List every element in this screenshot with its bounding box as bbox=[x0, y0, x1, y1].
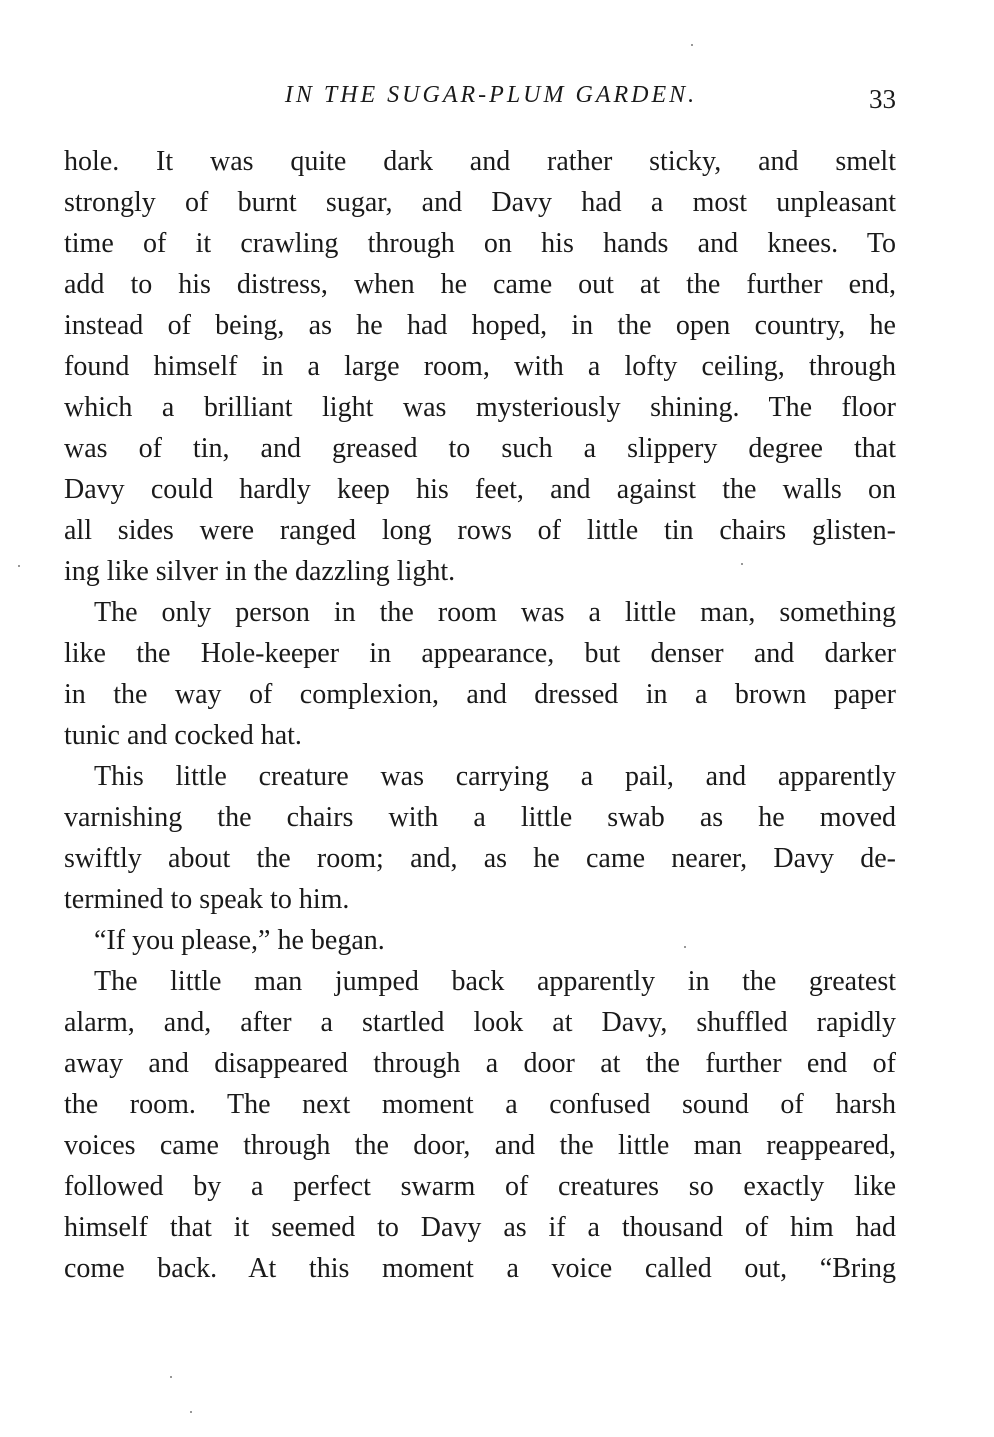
running-title: IN THE SUGAR-PLUM GARDEN. bbox=[284, 82, 698, 108]
text-line: voices came through the door, and the little man reappeared, bbox=[64, 1130, 896, 1161]
paper-speck bbox=[691, 44, 693, 46]
text-line: alarm, and, after a startled look at Davy, shuffled rapidly bbox=[64, 1007, 896, 1038]
text-line: in the way of complexion, and dressed in a brown paper bbox=[64, 679, 896, 710]
text-line: The little man jumped back apparently in the greatest bbox=[94, 966, 896, 997]
text-line: himself that it seemed to Davy as if a thousand of him had bbox=[64, 1212, 896, 1243]
text-line: time of it crawling through on his hands and knees. To bbox=[64, 228, 896, 259]
text-line: away and disappeared through a door at the further end of bbox=[64, 1048, 896, 1079]
text-line: termined to speak to him. bbox=[64, 884, 350, 915]
text-line: all sides were ranged long rows of little tin chairs glisten- bbox=[64, 515, 896, 546]
text-line: Davy could hardly keep his feet, and against the walls on bbox=[64, 474, 896, 505]
paper-speck bbox=[18, 565, 20, 567]
text-line: swiftly about the room; and, as he came nearer, Davy de- bbox=[64, 843, 896, 874]
text-line: The only person in the room was a little man, something bbox=[94, 597, 896, 628]
text-line: the room. The next moment a confused sound of harsh bbox=[64, 1089, 896, 1120]
body-text bbox=[64, 141, 896, 1289]
text-line: strongly of burnt sugar, and Davy had a most unpleasant bbox=[64, 187, 896, 218]
text-line: varnishing the chairs with a little swab as he moved bbox=[64, 802, 896, 833]
paper-speck bbox=[741, 563, 743, 565]
text-line: come back. At this moment a voice called out, “Bring bbox=[64, 1253, 896, 1284]
paper-speck bbox=[170, 1376, 172, 1378]
page-header bbox=[64, 82, 896, 122]
page-number: 33 bbox=[869, 84, 896, 114]
text-line: instead of being, as he had hoped, in the open country, he bbox=[64, 310, 896, 341]
text-line: tunic and cocked hat. bbox=[64, 720, 302, 751]
text-line: hole. It was quite dark and rather sticky, and smelt bbox=[64, 146, 896, 177]
text-line: found himself in a large room, with a lofty ceiling, through bbox=[64, 351, 896, 382]
text-line: This little creature was carrying a pail, and apparently bbox=[94, 761, 896, 792]
text-line: followed by a perfect swarm of creatures so exactly like bbox=[64, 1171, 896, 1202]
paper-speck bbox=[190, 1411, 192, 1413]
paper-speck bbox=[684, 946, 686, 948]
text-line: was of tin, and greased to such a slippery degree that bbox=[64, 433, 896, 464]
text-line: add to his distress, when he came out at the further end, bbox=[64, 269, 896, 300]
text-line: like the Hole-keeper in appearance, but denser and darker bbox=[64, 638, 896, 669]
text-line: ing like silver in the dazzling light. bbox=[64, 556, 456, 587]
text-line: which a brilliant light was mysteriously shining. The floor bbox=[64, 392, 896, 423]
text-line: “If you please,” he began. bbox=[94, 925, 385, 956]
